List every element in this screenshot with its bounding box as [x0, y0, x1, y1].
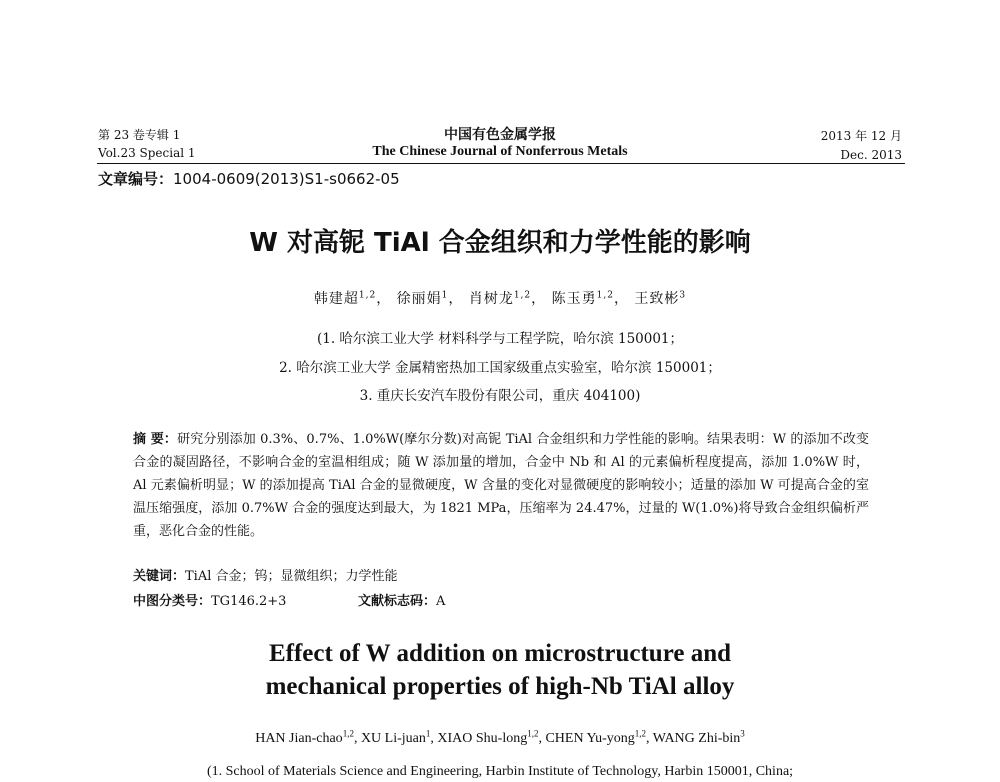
affiliation-zh-2: 2. 哈尔滨工业大学 金属精密热加工国家级重点实验室，哈尔滨 150001；: [279, 360, 721, 376]
doc-code-value: A: [436, 594, 446, 609]
title-en-line1: Effect of W addition on microstructure and: [268, 640, 732, 667]
abstract-text: 研究分别添加 0.3%、0.7%、1.0%W(摩尔分数)对高铌 TiAl 合金组织和力学性能的影响。结果表明：W 的添加不改变合金的凝固路径，不影响合金的室温相组成；随 W 添加量的增加，合金中 Nb 和 Al 的元素偏析程度提高，添加 1.0%W 时，Al 元素偏析明显；W 的添加提高 TiAl 合金的显微硬度，W 含量的变化对显微硬度的影响较小；适量的添加 W 可提高合金的室温压缩强度，添加 0.7%W 合金的强度达到最大，为 1821 MPa，压缩率为 24.47%，过量的 W(1.0%)将导致合金组织偏析严重，恶化合金的性能。: [133, 432, 869, 539]
author-en: HAN Jian-chao$^{1,2}$,: [255, 728, 361, 746]
abstract-label: 摘 要：: [133, 432, 178, 447]
date-zh: 2013 年 12 月: [820, 129, 902, 143]
author-en: CHEN Yu-yong$^{1,2}$,: [545, 728, 653, 746]
author-en: XU Li-juan$^1$,: [360, 728, 438, 746]
article-id-label: 文章编号：: [98, 170, 174, 188]
date-en: Dec. 2013: [840, 148, 902, 162]
clc-label: 中图分类号：: [133, 594, 212, 609]
author-en: WANG Zhi-bin$^3$: [652, 728, 745, 746]
journal-title-en: The Chinese Journal of Nonferrous Metals: [372, 144, 628, 159]
authors-en: [0, 728, 1000, 747]
clc-line: [133, 590, 286, 609]
authors-zh: [0, 288, 1000, 308]
volume-en: Vol.23 Special 1: [98, 146, 196, 160]
keywords-label: 关键词：: [133, 569, 186, 584]
keywords-zh: [133, 565, 398, 584]
affiliation-zh-1: (1. 哈尔滨工业大学 材料科学与工程学院，哈尔滨 150001；: [316, 331, 684, 347]
affiliation-zh-3: 3. 重庆长安汽车股份有限公司，重庆 404100): [359, 388, 641, 404]
author-zh: 徐丽娟$^1$，: [396, 290, 464, 307]
volume-zh: 第 23 卷专辑 1: [98, 128, 181, 142]
author-en: XIAO Shu-long$^{1,2}$,: [437, 728, 546, 746]
title-en-line2: mechanical properties of high-Nb TiAl alloy: [265, 673, 735, 700]
clc-value: TG146.2+3: [211, 594, 287, 609]
abstract-zh: [133, 428, 869, 543]
author-zh: 韩建超$^{1,2}$，: [313, 290, 392, 307]
article-id: [98, 168, 400, 189]
doc-code-line: [358, 590, 445, 609]
doc-code-label: 文献标志码：: [358, 594, 437, 609]
article-id-value: 1004-0609(2013)S1-s0662-05: [173, 170, 400, 188]
affiliation-en-1: (1. School of Materials Science and Engineering, Harbin Institute of Technology, Harbin 150001, China;: [206, 764, 794, 779]
author-zh: 王致彬$^3$: [634, 290, 687, 307]
journal-title-zh: 中国有色金属学报: [444, 127, 556, 143]
title-zh: W 对高铌 TiAl 合金组织和力学性能的影响: [249, 228, 751, 258]
author-zh: 陈玉勇$^{1,2}$，: [551, 290, 629, 307]
header-rule: [97, 163, 905, 164]
author-zh: 肖树龙$^{1,2}$，: [468, 290, 547, 307]
keywords-text: TiAl 合金；钨；显微组织；力学性能: [185, 569, 398, 584]
